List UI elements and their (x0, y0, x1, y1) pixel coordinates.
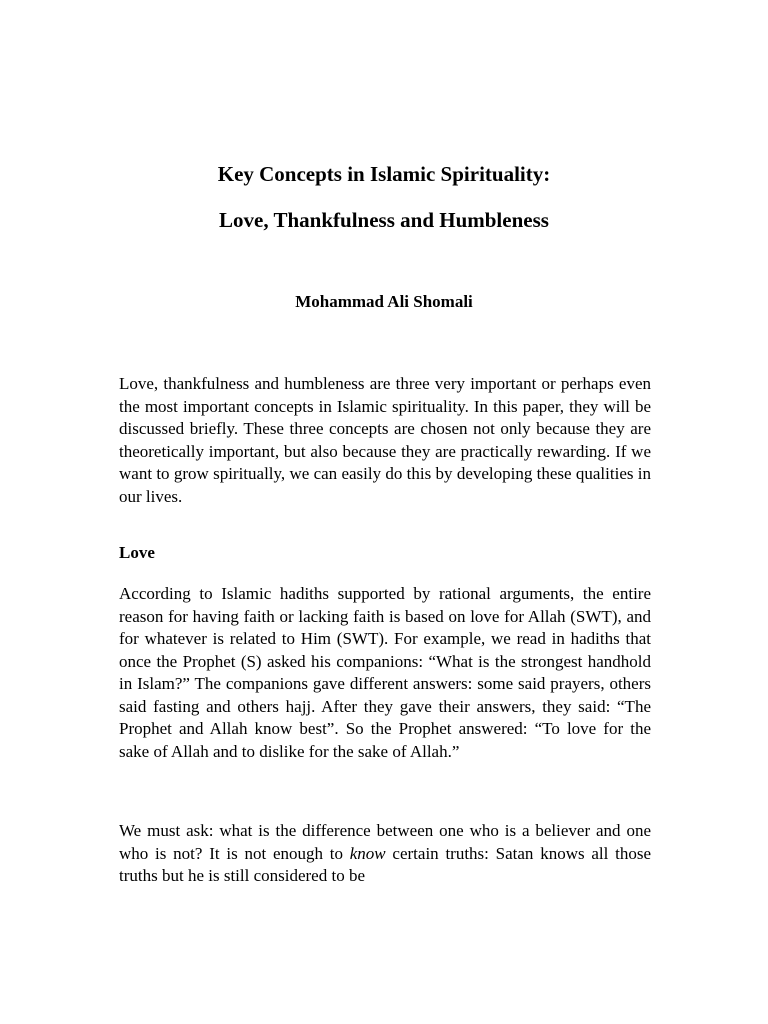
emphasis-know: know (349, 843, 386, 863)
believer-paragraph-text-2: certain truths: Satan knows all those truths but he is still considered to be (119, 843, 651, 885)
section-heading-love: Love (119, 543, 155, 562)
intro-paragraph: Love, thankfulness and humbleness are three very important or perhaps even the most important concepts in Islamic spirituality. In this paper, they will be discussed briefly. These three concepts are chosen not only because they are theoretically important, but also because they are practically rewarding. If we want to grow spiritually, we can easily do this by developing these qualities in our lives. (119, 374, 651, 506)
believer-paragraph-text-1: We must ask: what is the difference between one who is a believer and one who is not? It is not enough to (119, 821, 651, 863)
love-paragraph: According to Islamic hadiths supported by rational arguments, the entire reason for having faith or lacking faith is based on love for Allah (SWT), and for whatever is related to Him (SWT). For example, we read in hadiths that once the Prophet (S) asked his companions: “What is the strongest handhold in Islam?” The companions gave different answers: some said prayers, others said fasting and others hajj. After they gave their answers, they said: “The Prophet and Allah know best”. So the Prophet answered: “To love for the sake of Allah and to dislike for the sake of Allah.” (119, 584, 651, 761)
believer-paragraph (119, 820, 651, 888)
title-line-1: Key Concepts in Islamic Spirituality: (217, 162, 551, 186)
title-line-2: Love, Thankfulness and Humbleness (219, 208, 549, 232)
author-name: Mohammad Ali Shomali (295, 292, 473, 311)
